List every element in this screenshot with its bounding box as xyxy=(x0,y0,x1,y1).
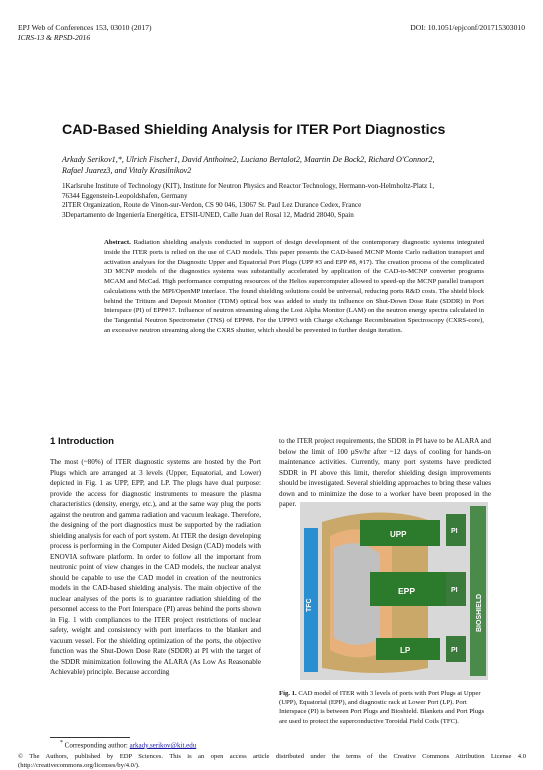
authors-line-2: Rafael Juarez3, and Vitaly Krasilnikov2 xyxy=(62,166,192,175)
label-bioshield: BIOSHIELD xyxy=(476,593,483,632)
caption-text: CAD model of ITER with 3 levels of ports with Port Plugs at Upper (UPP), Equatorial (EPP), and diagnostic rack at Lower Port (LP). Port Interspace (PI) is between Port Plugs and Bioshield. Blankets and Port Plugs are used to protect the superconductive Toroidal Field Coils (TFC). xyxy=(279,690,485,725)
abstract-text: Radiation shielding analysis conducted in support of design development of the contemporary diagnostic systems integrated inside the ITER ports is relied on the use of CAD models. This paper presents the CAD-based MCNP Monte Carlo radiation transport and activation analyses for the Diagnostic Upper and Equatorial Port Plugs (UPP #3 and EPP #8, #17). The creation process of the complicated 3D MCNP models of the diagnostics systems was substantially accelerated by application of the CAD-to-MCNP converter programs MCAM and McCad. High performance computing resources of the Helios supercomputer allowed to speed-up the MCNP parallel transport calculations with the MPI/OpenMP interface. The found shielding solutions could be universal, reducing ports R&D costs. The shield block behind the Tritium and Deposit Monitor (TDM) optical box was added to study its influence on Shut-Down Dose Rate (SDDR) in Port Interspace (PI) of EPP#17. Influence of neutron streaming along the Lost Alpha Monitor (LAM) on the neutron energy spectra calculated in the Tangential Neutron Spectrometer (TNS) of EPP#8. For the UPP#3 with Charge eXchange Recombination Spectroscopy (CXRS-core), an excessive neutron streaming along the CXRS shutter, which should be prevented in further design iteration. xyxy=(104,239,484,334)
paper-title: CAD-Based Shielding Analysis for ITER Port Diagnostics xyxy=(62,122,446,138)
iter-cad-figure xyxy=(300,502,488,680)
conference-name: ICRS-13 & RPSD-2016 xyxy=(18,33,91,42)
label-pi-upper: PI xyxy=(451,528,458,535)
label-pi-lower: PI xyxy=(451,647,458,654)
authors-line-1: Arkady Serikov1,*, Ulrich Fischer1, David Anthoine2, Luciano Bertalot2, Maartin De Bock2, Richard O'Connor2, xyxy=(62,155,435,164)
journal-citation: EPJ Web of Conferences 153, 03010 (2017) xyxy=(18,23,152,32)
intro-right-column: to the ITER project requirements, the SDDR in PI have to be ALARA and below the limit of 100 µSv/hr after ~12 days of cooling for hands-on maintenance activities. Currently, many port systems have predicted SDDR in PI above this limit, therefor shielding design improvements should be investigated. Several shielding approaches to bring these values down and to minimize the dose to a worker have been proposed in the paper. xyxy=(279,437,491,508)
doi: DOI: 10.1051/epjconf/201715303010 xyxy=(410,23,525,32)
footnote-rule xyxy=(50,737,130,738)
affiliation-3: 3Departamento de Ingeniería Energética, ETSII-UNED, Calle Juan del Rosal 12, Madrid 28040, Spain xyxy=(62,210,354,219)
affiliations xyxy=(62,182,492,220)
abstract xyxy=(104,238,484,336)
footnote xyxy=(60,740,196,749)
figure-caption xyxy=(279,689,491,726)
bioshield-wall xyxy=(470,506,486,676)
label-lp: LP xyxy=(400,646,411,655)
footnote-marker: * xyxy=(60,740,63,746)
copyright-notice: © The Authors, published by EDP Sciences. This is an open access article distributed under the terms of the Creative Commons Attribution License 4.0 (http://creativecommons.org/licenses/by/4.0/). xyxy=(18,753,526,769)
label-upp: UPP xyxy=(390,530,407,539)
footnote-label: Corresponding author: xyxy=(64,741,128,750)
label-pi-equatorial: PI xyxy=(451,587,458,594)
affiliation-2: 2ITER Organization, Route de Vinon-sur-Verdon, CS 90 046, 13067 St. Paul Lez Durance Cedex, France xyxy=(62,201,362,209)
corresponding-email-link[interactable]: arkady.serikov@kit.edu xyxy=(129,741,197,750)
affiliation-1b: 76344 Eggenstein-Leopoldshafen, Germany xyxy=(62,191,188,200)
journal-header xyxy=(18,23,152,43)
caption-label: Fig. 1. xyxy=(279,690,297,697)
intro-left-column: The most (~80%) of ITER diagnostic systems are hosted by the Port Plugs which are arranged at 3 levels (Upper, Equatorial, and Lower) depicted in Fig. 1 as UPP, EPP, and LP. The plugs have dual purpose: provide the access for diagnostic instruments to measure the plasma characteristics (density, energy, etc.), and at the same way plug the ports against the neutron and gamma radiation and vacuum leakage. Therefore, the designing of the port diagnostics must be supported by the radiation shielding analysis for each of port system. At ITER the design developing process is performing in the Computer Aided Design (CAD) models with ENOVIA software platform. In order to follow all the important from neutronic point of view changes in the CAD models, the nuclear analyst should be capable to use the CAD model in creation of the neutronics models in the CAD-based shielding analysis. The main objective of the nuclear analyses of the ports is to guarantee radiation shielding of the personnel access to the Port Interspace (PI) areas behind the ports shown in Fig. 1 with compliances to the ITER project restrictions of nuclear safety, weight and consistency with port interfaces to the blanket and vacuum vessel. For the shielding optimization of the ports, the objective function was the Shut-Down Dose Rate (SDDR) at PI with the target of the SDDR minimization following the ALARA (As Low As Reasonable Achievable) principle. Because according xyxy=(50,458,262,676)
abstract-label: Abstract. xyxy=(104,239,131,246)
label-epp: EPP xyxy=(398,586,416,596)
author-list xyxy=(62,154,492,176)
section-heading: 1 Introduction xyxy=(50,436,114,447)
label-tfc: TFC xyxy=(306,598,313,612)
affiliation-1a: 1Karlsruhe Institute of Technology (KIT), Institute for Neutron Physics and Reactor Technology, Hermann-von-Helmholtz-Platz 1, xyxy=(62,182,435,190)
